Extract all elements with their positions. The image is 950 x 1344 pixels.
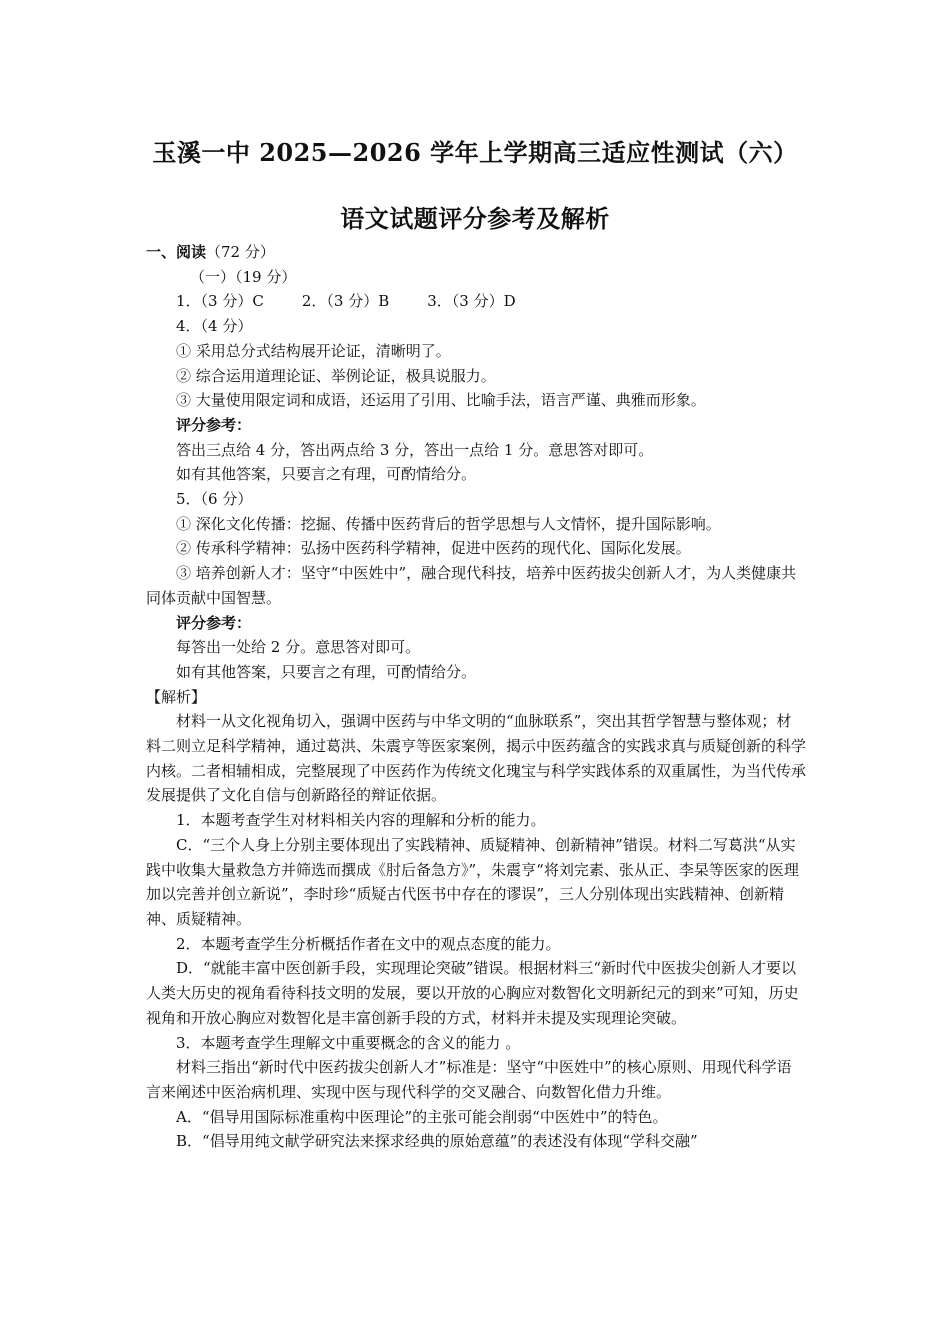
analysis-paragraph: B．“倡导用纯文献学研究法来探求经典的原始意蕴”的表述没有体现“学科交融” <box>176 1132 698 1151</box>
q4-ref-line: 如有其他答案，只要言之有理，可酌情给分。 <box>176 465 477 484</box>
analysis-paragraph: 2．本题考查学生分析概括作者在文中的观点态度的能力。 <box>176 934 561 953</box>
q5-point: ① 深化文化传播：挖掘、传播中医药背后的哲学思想与人文情怀，提升国际影响。 <box>176 514 721 533</box>
analysis-paragraph: 3．本题考查学生理解文中重要概念的含义的能力 。 <box>176 1033 521 1052</box>
section-title: 一、阅读 <box>146 243 207 261</box>
analysis-paragraph: D．“就能丰富中医创新手段，实现理论突破”错误。根据材料三“新时代中医拔尖创新人才要以人类大历史的视角看待科技文明的发展，要以开放的心胸应对数智化文明新纪元的到来”可知，历史视角和开放心胸应对数智化是丰富创新手段的方式，材料并未提及实现理论突破。 <box>146 959 799 1027</box>
section-score: （72 分） <box>206 243 275 261</box>
answer-q2: 2．（3 分）B <box>301 292 390 311</box>
analysis-paragraph: 材料三指出“新时代中医药拔尖创新人才”标准是：坚守“中医姓中”的核心原则、用现代科学语言来阐述中医治病机理、实现中医与现代科学的交叉融合、向数智化借力升维。 <box>146 1058 792 1101</box>
subsection-heading: （一）（19 分） <box>190 267 297 286</box>
answer-q3: 3．（3 分）D <box>427 292 516 311</box>
analysis-paragraph: 材料一从文化视角切入，强调中医药与中华文明的“血脉联系”，突出其哲学智慧与整体观；材料二则立足科学精神，通过葛洪、朱震亨等医家案例，揭示中医药蕴含的实践求真与质疑创新的科学内核。二者相辅相成，完整展现了中医药作为传统文化瑰宝与科学实践体系的双重属性，为当代传承发展提供了文化自信与创新路径的辩证依据。 <box>146 712 807 805</box>
q5-ref-label: 评分参考： <box>176 613 252 632</box>
analysis-paragraph: 1．本题考查学生对材料相关内容的理解和分析的能力。 <box>176 811 546 830</box>
q4-ref-label: 评分参考： <box>176 415 252 434</box>
q4-heading: 4．（4 分） <box>176 317 253 336</box>
q4-point: ② 综合运用道理论证、举例论证，极具说服力。 <box>176 366 496 385</box>
document-body <box>146 240 806 1154</box>
document-title: 玉溪一中 2025—2026 学年上学期高三适应性测试（六） <box>152 138 798 167</box>
q4-point: ① 采用总分式结构展开论证，清晰明了。 <box>176 341 451 360</box>
q5-ref-line: 每答出一处给 2 分。意思答对即可。 <box>176 638 421 657</box>
answer-q1: 1．（3 分）C <box>176 292 264 311</box>
q4-point: ③ 大量使用限定词和成语，还运用了引用、比喻手法，语言严谨、典雅而形象。 <box>176 391 706 410</box>
multiple-choice-answers <box>146 289 806 314</box>
analysis-paragraph: C．“三个人身上分别主要体现出了实践精神、质疑精神、创新精神”错误。材料二写葛洪“从实践中收集大量救急方并筛选而撰成《肘后备急方》”，朱震亨“将刘完素、张从正、李杲等医家的医理加以完善并创立新说”，李时珍“质疑古代医书中存在的谬误”，三人分别体现出实践精神、创新精神、质疑精神。 <box>146 835 799 928</box>
analysis-paragraph: A．“倡导用国际标准重构中医理论”的主张可能会削弱“中医姓中”的特色。 <box>176 1107 668 1126</box>
q5-point: ② 传承科学精神：弘扬中医药科学精神，促进中医药的现代化、国际化发展。 <box>176 539 691 558</box>
q5-point: ③ 培养创新人才：坚守“中医姓中”，融合现代科技，培养中医药拔尖创新人才，为人类健康共同体贡献中国智慧。 <box>146 564 797 607</box>
q5-ref-line: 如有其他答案，只要言之有理，可酌情给分。 <box>176 662 477 681</box>
section-heading <box>146 240 806 265</box>
q4-ref-line: 答出三点给 4 分，答出两点给 3 分，答出一点给 1 分。意思答对即可。 <box>176 440 654 459</box>
analysis-label: 【解析】 <box>146 687 207 706</box>
q5-heading: 5．（6 分） <box>176 490 253 509</box>
document-subtitle: 语文试题评分参考及解析 <box>340 204 610 233</box>
